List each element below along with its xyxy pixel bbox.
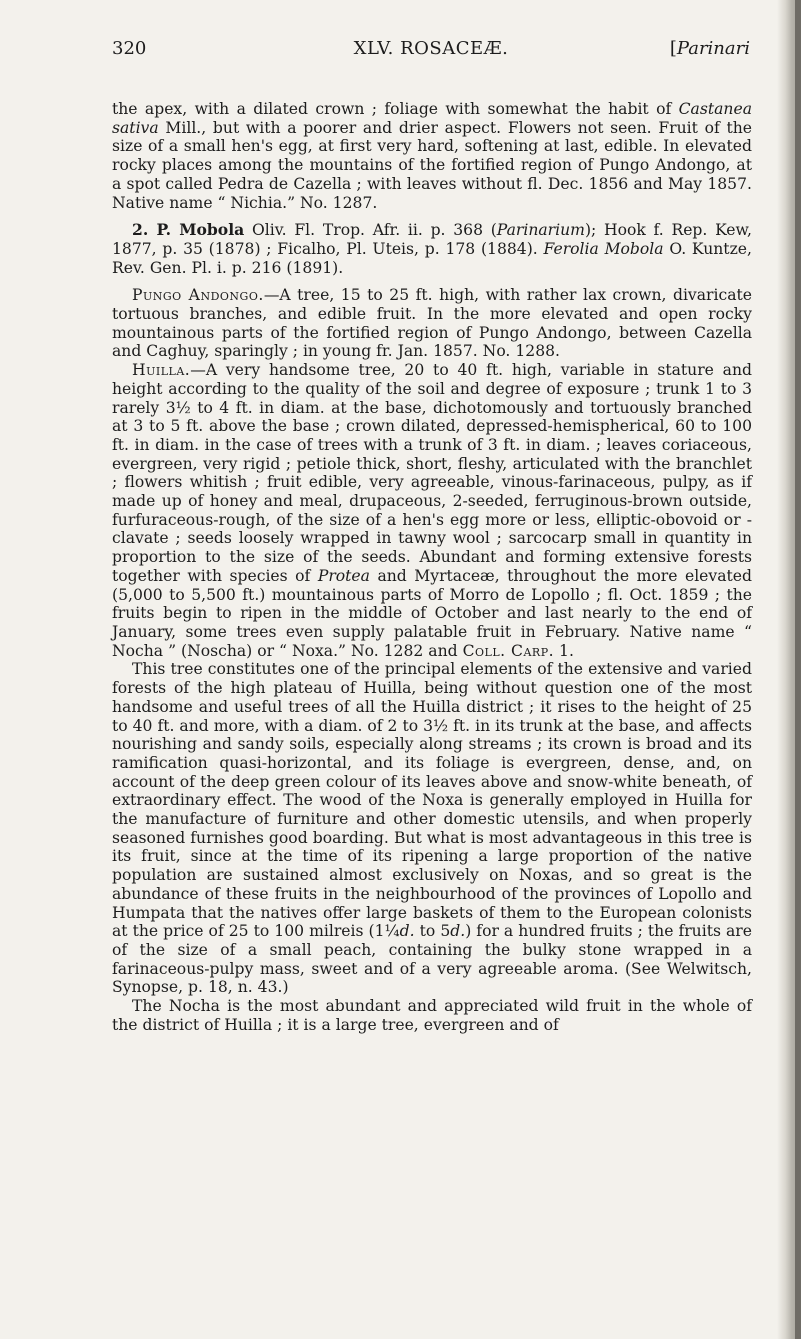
text-run: This tree constitutes one of the principal elements of the extensive and varied forests of the high plateau of Huilla, being without question one of the most handsome and useful trees of all the Huilla district ; it rises to the height of 25 to 40 ft. and more, with a diam. of 2 to 3½ ft. in its trunk at the base, and affects nourishing and sandy soils, especially along streams ; its crown is broad and its ramification quasi-horizontal, and its foliage is evergreen, dense, and, on account of the deep green colour of its leaves above and snow-white beneath, of extraordinary effect. The wood of the Noxa is generally employed in Huilla for the manufacture of furniture and other domestic utensils, and when properly seasoned furnishes good boarding. But what is most advantageous in this tree is its fruit, since at the time of its ripening a large proportion of the native population are sustained almost exclusively on Noxas, and so great is the abundance of these fruits in the neighbourhood of the provinces of Lopollo and Humpata that the natives offer large baskets of them to the European colonists at the price of 25 to 100 milreis (1¼	[112, 660, 752, 941]
paragraph	[112, 997, 752, 1034]
text-run: ); Hook f. Rep. Kew, 1877, p. 35 (1878) ; Ficalho, Pl. Uteis, p. 178 (1884).	[112, 221, 752, 258]
species-heading: 2. P. Mobola	[132, 220, 245, 240]
species-entry	[112, 221, 752, 277]
paragraph-continued	[112, 100, 752, 212]
text-run: to 5	[414, 922, 451, 941]
running-head-genus: Parinari	[676, 38, 750, 59]
species-name: Castanea sativa	[112, 100, 752, 137]
paragraph	[112, 660, 752, 997]
locality-name: Pungo Andongo.	[132, 286, 264, 305]
genus-name: Parinarium	[496, 221, 585, 240]
text-run: —A tree, 15 to 25 ft. high, with rather lax crown, divaricate tortuous branches, and edible fruit. In the more elevated and open rocky mountainous parts of the fortified region of Pungo Andongo, between Cazella and Caghuy, sparingly ; in young fr. Jan. 1857. No. 1288.	[112, 286, 753, 361]
page-edge	[795, 0, 801, 1339]
running-head	[670, 38, 750, 59]
synonym-name: Ferolia Mobola	[543, 239, 664, 258]
text-run: the apex, with a dilated crown ; foliage with somewhat the habit of	[112, 100, 679, 118]
section-title: XLV. ROSACEÆ.	[353, 38, 509, 59]
running-head-bracket: [	[669, 38, 677, 59]
text-run: Oliv. Fl. Trop. Afr. ii. p. 368 (	[244, 221, 497, 240]
text-run: —A very handsome tree, 20 to 40 ft. high, variable in stature and height according to the quality of the soil and degree of exposure ; trunk 1 to 3 rarely 3½ to 4 ft. in diam. at the base, dichotomously and tortuously branched at 3 to 5 ft. above the base ; crown dilated, depressed-hemispherical, 60 to 100 ft. in diam. in the case of trees with a trunk of 3 ft. in diam. ; leaves coriaceous, evergreen, very rigid ; petiole thick, short, fleshy, articulated with the branchlet ; flowers whitish ; fruit edible, very agreeable, vinous-farinaceous, pulpy, as if made up of honey and meal, drupaceous, 2-seeded, ferruginous-brown outside, furfuraceous-rough, of the size of a hen's egg more or less, elliptic-obovoid or -clavate ; seeds loosely wrapped in tawny wool ; sarcocarp small in quantity in proportion to the size of the seeds. Abundant and forming extensive forests together with species of	[112, 361, 752, 585]
locality-paragraph	[112, 361, 752, 660]
genus-name: Protea	[317, 566, 370, 585]
text-run: The Nocha is the most abundant and appreciated wild fruit in the whole of the district of Huilla ; it is a large tree, evergreen and of	[112, 997, 752, 1034]
locality-name: Huilla.	[132, 361, 191, 380]
text-run: 1.	[554, 641, 574, 660]
collection-ref: Coll. Carp.	[462, 641, 555, 660]
running-header	[112, 38, 750, 68]
page-body	[112, 100, 752, 1034]
text-run: ) for a hundred fruits ; the fruits are of the size of a small peach, containing the bulky stone wrapped in a farinaceous-pulpy mass, sweet and of a very agreeable aroma. (See Welwitsch, Synopse, p. 18, n. 43.)	[112, 922, 752, 997]
text-run: Mill., but with a poorer and drier aspect. Flowers not seen. Fruit of the size of a small hen's egg, at first very hard, softening at last, edible. In elevated rocky places among the mountains of the fortified region of Pungo Andongo, at a spot called Pedra de Cazella ; with leaves without fl. Dec. 1856 and May 1857. Native name “ Nichia.” No. 1287.	[112, 118, 752, 212]
text-run: O. Kuntze, Rev. Gen. Pl. i. p. 216 (1891).	[112, 239, 752, 277]
currency-abbr: d.	[399, 922, 415, 941]
page-number: 320	[112, 38, 147, 59]
locality-paragraph	[112, 286, 752, 361]
currency-abbr: d.	[450, 922, 466, 941]
text-run: and Myrtaceæ, throughout the more elevated (5,000 to 5,500 ft.) mountainous parts of Morro de Lopollo ; fl. Oct. 1859 ; the fruits begin to ripen in the middle of October and last nearly to the end of January, some trees even supply palatable fruit in February. Native name “ Nocha ” (Noscha) or “ Noxa.” No. 1282 and	[112, 566, 752, 660]
